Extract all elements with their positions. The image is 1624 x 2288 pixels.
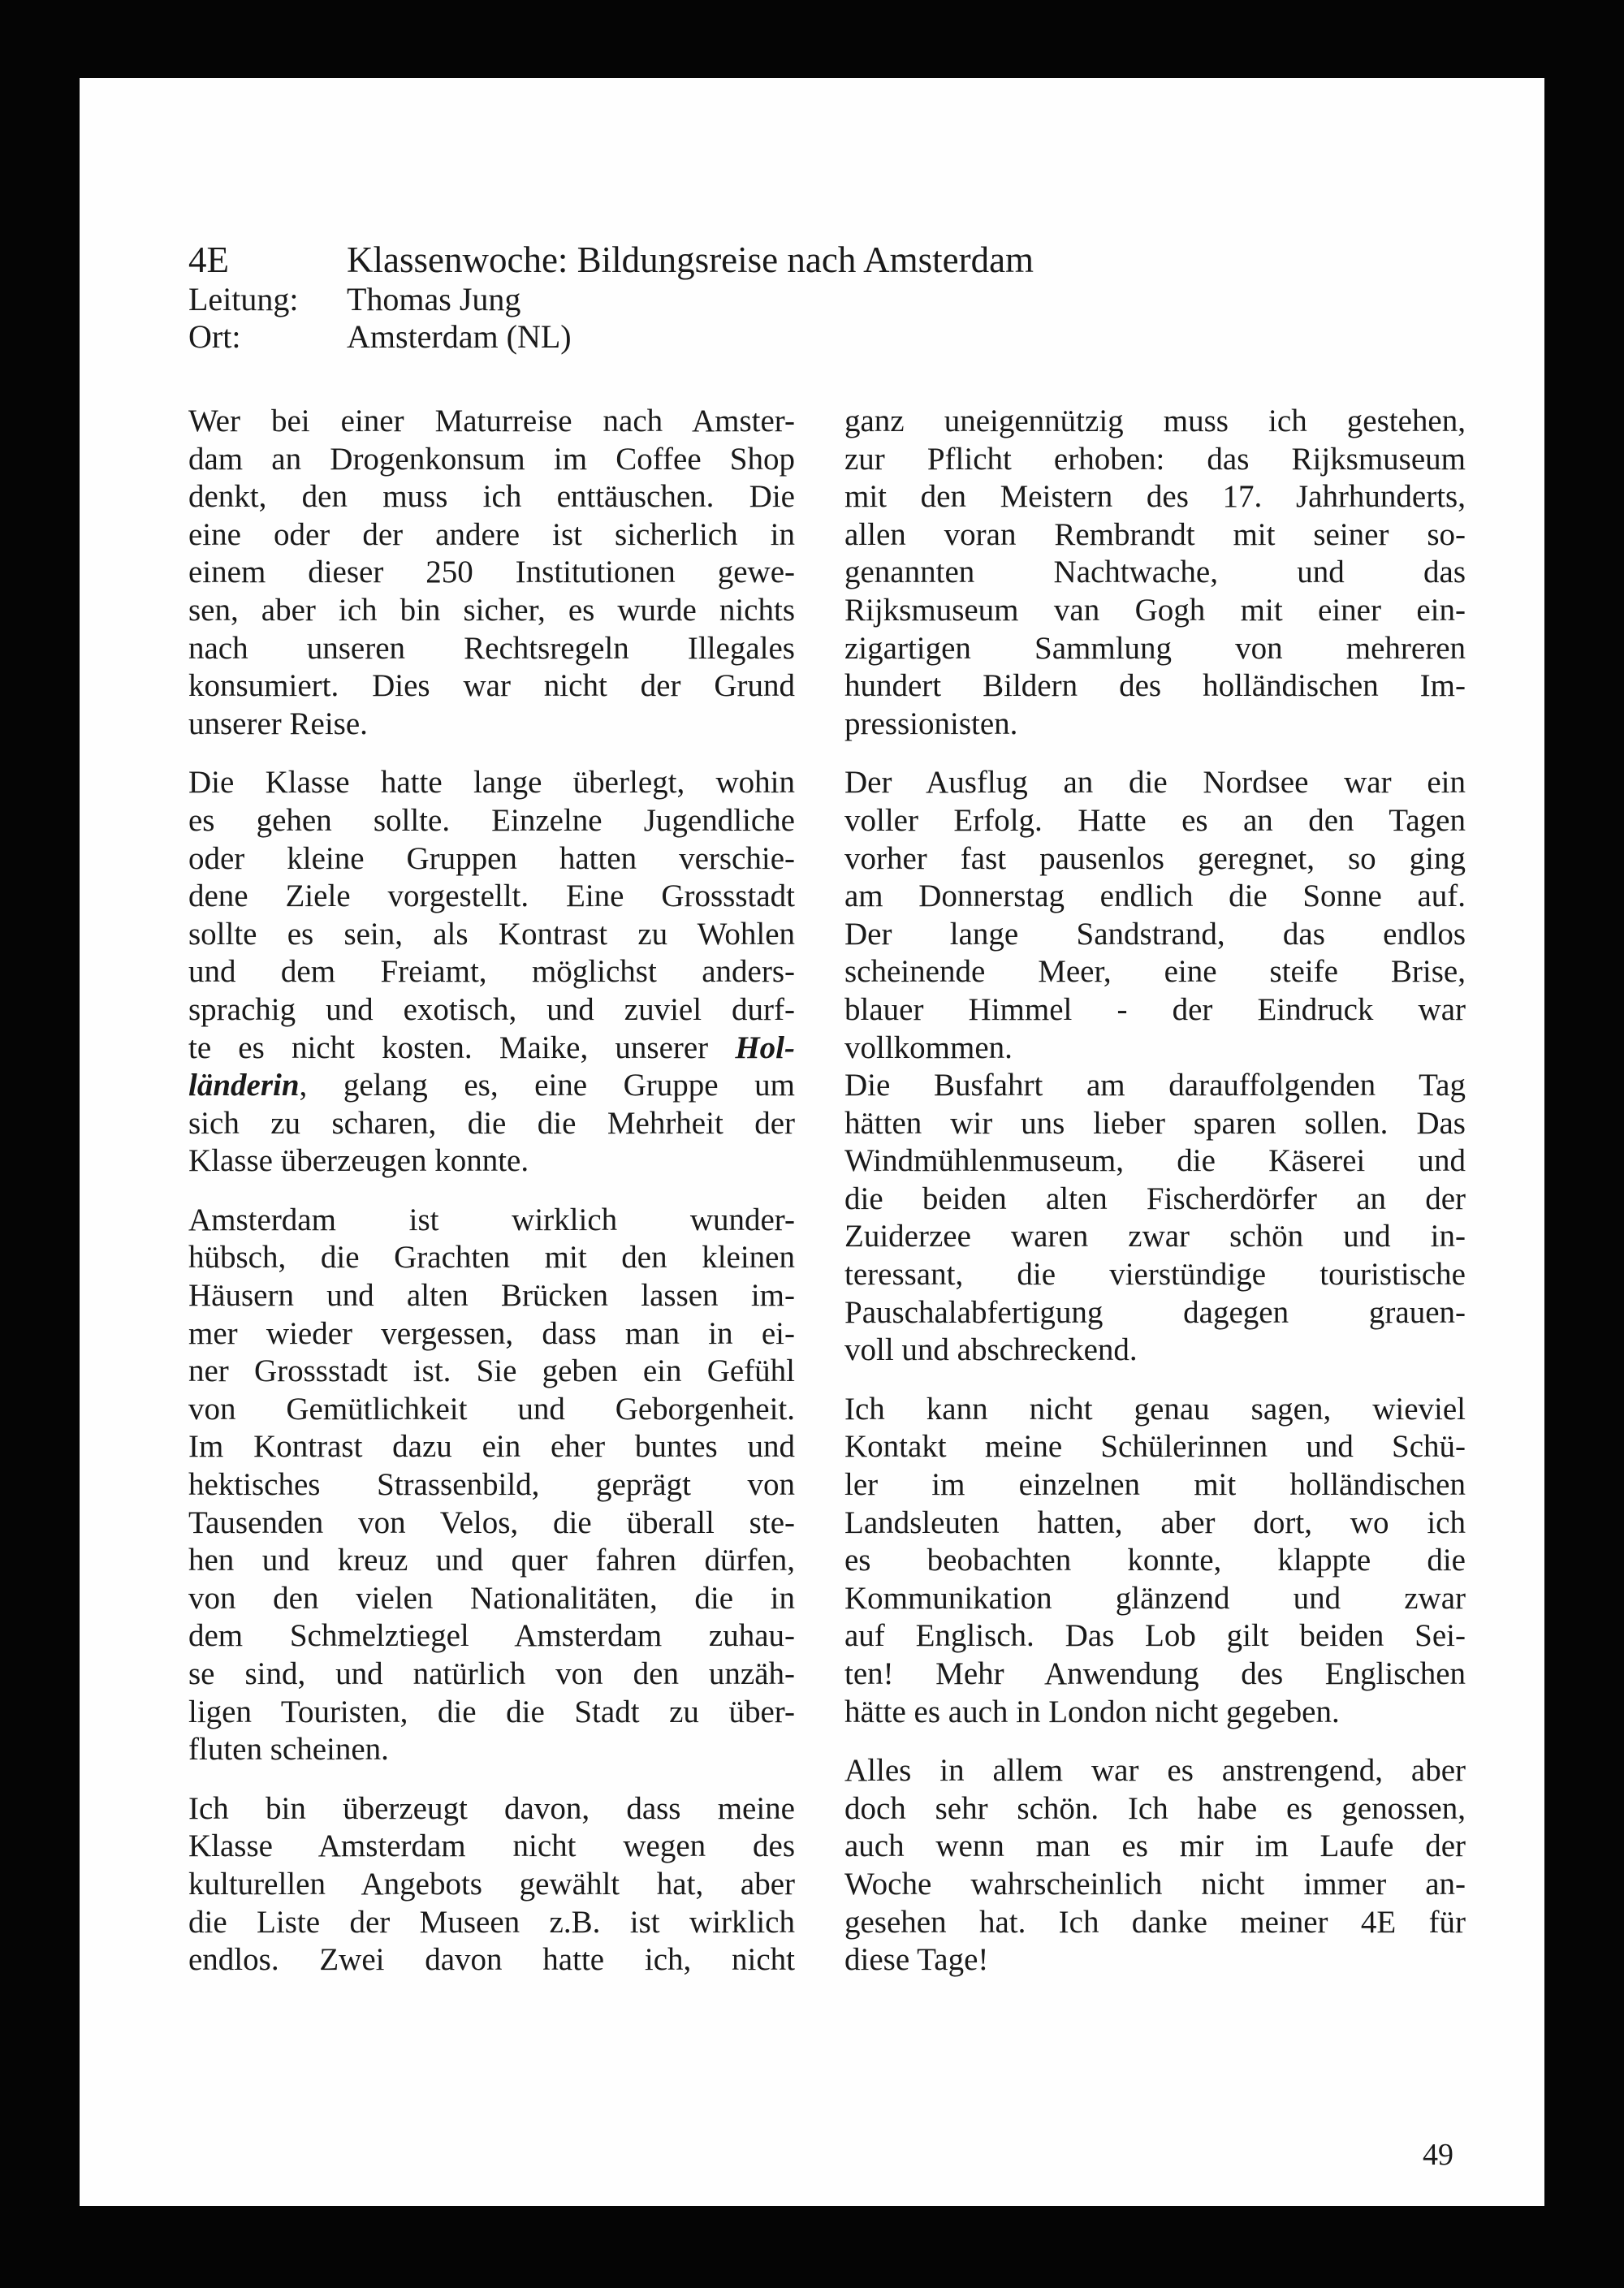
left-column — [188, 403, 795, 1979]
text-line: ligen Touristen, die die Stadt zu über- — [188, 1694, 795, 1729]
text-line: Zuiderzee waren zwar schön und in- — [844, 1219, 1466, 1254]
text-line: voll und abschreckend. — [844, 1332, 1138, 1368]
text-line: und dem Freiamt, möglichst anders- — [188, 954, 795, 990]
text-line: doch sehr schön. Ich habe es genossen, — [844, 1790, 1466, 1826]
text-line: endlos. Zwei davon hatte ich, nicht — [188, 1942, 795, 1978]
text-line: genannten Nachtwache, und das — [844, 555, 1466, 590]
text-line — [188, 1030, 795, 1068]
text-line: Die Klasse hatte lange überlegt, wohin — [188, 765, 795, 801]
text-line: Pauschalabfertigung dagegen grauen- — [844, 1294, 1466, 1330]
text-line: gesehen hat. Ich danke meiner 4E für — [844, 1904, 1466, 1940]
emphasis-text: Hol- — [735, 1030, 795, 1065]
text-line: hätte es auch in London nicht gegeben. — [844, 1694, 1340, 1729]
paragraph-communication — [844, 1391, 1466, 1731]
text-line: diese Tage! — [844, 1942, 989, 1978]
text-line: kulturellen Angebots gewählt hat, aber — [188, 1866, 795, 1902]
text-line: Klasse überzeugen konnte. — [188, 1143, 529, 1179]
text-line: hektisches Strassenbild, geprägt von — [188, 1467, 795, 1503]
text-segment: te es nicht kosten. Maike, unserer — [188, 1030, 736, 1065]
text-line: mer wieder vergessen, dass man in ei- — [188, 1315, 795, 1351]
paragraph-drugs — [188, 403, 795, 743]
text-line: auch wenn man es mir im Laufe der — [844, 1828, 1466, 1864]
text-line: Amsterdam ist wirklich wunder- — [188, 1202, 795, 1237]
text-line: zur Pflicht erhoben: das Rijksmuseum — [844, 441, 1466, 477]
text-line: denkt, den muss ich enttäuschen. Die — [188, 479, 795, 515]
text-line: Im Kontrast dazu ein eher buntes und — [188, 1429, 795, 1465]
text-line: allen voran Rembrandt mit seiner so- — [844, 516, 1466, 552]
paragraph-museums-intro — [188, 1790, 795, 1979]
paragraph-city-impressions — [188, 1202, 795, 1769]
text-line: mit den Meistern des 17. Jahrhunderts, — [844, 479, 1466, 515]
text-line: hen und kreuz und quer fahren dürfen, — [188, 1543, 795, 1578]
text-line: Ich kann nicht genau sagen, wieviel — [844, 1391, 1466, 1427]
text-line: Landsleuten hatten, aber dort, wo ich — [844, 1504, 1466, 1540]
text-line: voller Erfolg. Hatte es an den Tagen — [844, 802, 1466, 838]
article-title: Klassenwoche: Bildungsreise nach Amsterdam — [347, 240, 1034, 280]
text-line: oder kleine Gruppen hatten verschie- — [188, 840, 795, 876]
text-line: ten! Mehr Anwendung des Englischen — [844, 1656, 1466, 1691]
text-line: sen, aber ich bin sicher, es wurde nichts — [188, 592, 795, 628]
text-line: Wer bei einer Maturreise nach Amster- — [188, 404, 795, 438]
document-page — [80, 78, 1544, 2206]
text-line: ganz uneigennützig muss ich gestehen, — [844, 404, 1466, 438]
header-title-row — [188, 239, 1406, 281]
text-line: ler im einzelnen mit holländischen — [844, 1467, 1466, 1503]
text-line: es gehen sollte. Einzelne Jugendliche — [188, 802, 795, 838]
text-line: Die Busfahrt am darauffolgenden Tag — [844, 1068, 1466, 1103]
ort-label: Ort: — [188, 318, 241, 355]
text-line: sprachig und exotisch, und zuviel durf- — [188, 991, 795, 1027]
text-line: zigartigen Sammlung von mehreren — [844, 630, 1466, 666]
text-line: sollte es sein, als Kontrast zu Wohlen — [188, 916, 795, 952]
text-line: Der Ausflug an die Nordsee war ein — [844, 765, 1466, 801]
text-line: Windmühlenmuseum, die Käserei und — [844, 1143, 1466, 1179]
text-line: hübsch, die Grachten mit den kleinen — [188, 1240, 795, 1276]
text-line: auf Englisch. Das Lob gilt beiden Sei- — [844, 1618, 1466, 1654]
paragraph-north-sea — [844, 764, 1466, 1067]
text-segment: , gelang es, eine Gruppe um — [299, 1068, 795, 1103]
leitung-value: Thomas Jung — [347, 281, 521, 317]
text-line: scheinende Meer, eine steife Brise, — [844, 954, 1466, 990]
text-line: die Liste der Museen z.B. ist wirklich — [188, 1904, 795, 1940]
page-number: 49 — [1423, 2138, 1453, 2172]
text-line: eine oder der andere ist sicherlich in — [188, 516, 795, 552]
emphasis-text: länderin — [188, 1068, 300, 1103]
paragraph-bus-trip — [844, 1067, 1466, 1370]
text-line: hundert Bildern des holländischen Im- — [844, 668, 1466, 704]
text-line: sich zu scharen, die die Mehrheit der — [188, 1105, 795, 1141]
paragraph-destination-choice — [188, 764, 795, 1181]
text-line: teressant, die vierstündige touristische — [844, 1257, 1466, 1293]
text-line: von den vielen Nationalitäten, die in — [188, 1580, 795, 1616]
leitung-label: Leitung: — [188, 281, 299, 317]
text-line: Rijksmuseum van Gogh mit einer ein- — [844, 592, 1466, 628]
text-line: die beiden alten Fischerdörfer an der — [844, 1181, 1466, 1216]
text-line: Kontakt meine Schülerinnen und Schü- — [844, 1429, 1466, 1465]
text-line: dene Ziele vorgestellt. Eine Grossstadt — [188, 879, 795, 914]
text-line: einem dieser 250 Institutionen gewe- — [188, 555, 795, 590]
paragraph-conclusion — [844, 1752, 1466, 1979]
text-line: Häusern und alten Brücken lassen im- — [188, 1278, 795, 1314]
text-line — [188, 1067, 795, 1105]
text-line: am Donnerstag endlich die Sonne auf. — [844, 879, 1466, 914]
text-line: Woche wahrscheinlich nicht immer an- — [844, 1866, 1466, 1902]
text-line: Der lange Sandstrand, das endlos — [844, 916, 1466, 952]
ort-value: Amsterdam (NL) — [347, 318, 572, 355]
text-line: nach unseren Rechtsregeln Illegales — [188, 630, 795, 666]
text-line: pressionisten. — [844, 706, 1018, 741]
header-ort-row — [188, 318, 1406, 356]
text-line: konsumiert. Dies war nicht der Grund — [188, 668, 795, 704]
text-line: von Gemütlichkeit und Geborgenheit. — [188, 1391, 795, 1427]
text-line: Tausenden von Velos, die überall ste- — [188, 1504, 795, 1540]
paragraph-museums — [844, 403, 1466, 743]
text-line: es beobachten konnte, klappte die — [844, 1543, 1466, 1578]
text-line: vollkommen. — [844, 1030, 1013, 1065]
article-header — [188, 239, 1406, 356]
text-line: fluten scheinen. — [188, 1732, 389, 1768]
right-column — [844, 403, 1466, 1979]
class-label: 4E — [188, 240, 229, 280]
text-line: blauer Himmel - der Eindruck war — [844, 991, 1466, 1027]
text-line: Kommunikation glänzend und zwar — [844, 1580, 1466, 1616]
text-line: Alles in allem war es anstrengend, aber — [844, 1753, 1466, 1789]
text-line: ner Grossstadt ist. Sie geben ein Gefühl — [188, 1353, 795, 1389]
text-line: Klasse Amsterdam nicht wegen des — [188, 1828, 795, 1864]
text-line: hätten wir uns lieber sparen sollen. Das — [844, 1105, 1466, 1141]
text-line: se sind, und natürlich von den unzäh- — [188, 1656, 795, 1691]
text-line: Ich bin überzeugt davon, dass meine — [188, 1790, 795, 1826]
header-leitung-row — [188, 281, 1406, 318]
text-line: vorher fast pausenlos geregnet, so ging — [844, 840, 1466, 876]
text-line: dem Schmelztiegel Amsterdam zuhau- — [188, 1618, 795, 1654]
text-line: unserer Reise. — [188, 706, 368, 741]
text-line: dam an Drogenkonsum im Coffee Shop — [188, 441, 795, 477]
